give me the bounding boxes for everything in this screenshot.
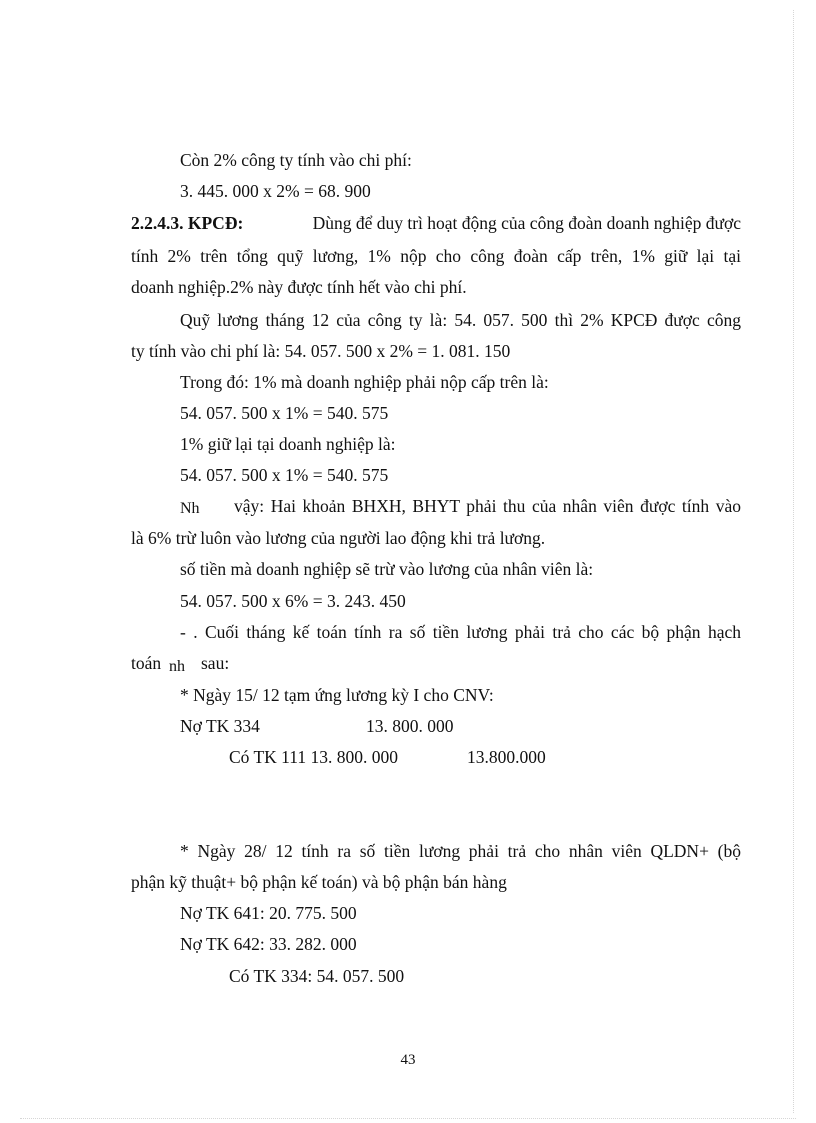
text-line: * Ngày 28/ 12 tính ra số tiền lương phải trả cho nhân viên QLDN+ (bộ xyxy=(180,841,741,861)
ledger-entry-amount: 13. 800. 000 xyxy=(366,716,454,736)
text-line: phận kỹ thuật+ bộ phận kế toán) và bộ phận bán hàng xyxy=(131,872,507,892)
text-line: 3. 445. 000 x 2% = 68. 900 xyxy=(180,181,371,201)
ledger-entry: Có TK 334: 54. 057. 500 xyxy=(229,966,405,986)
page-number: 43 xyxy=(400,1052,416,1068)
text-line: tính 2% trên tổng quỹ lương, 1% nộp cho công đoàn cấp trên, 1% giữ lại tại xyxy=(131,246,741,266)
right-margin-rule xyxy=(793,10,794,1113)
text-fragment: Dùng để duy trì hoạt động của công đoàn doanh nghiệp được xyxy=(312,213,741,233)
section-heading-line xyxy=(131,212,741,234)
text-fragment: nh xyxy=(169,658,185,675)
text-line: 54. 057. 500 x 6% = 3. 243. 450 xyxy=(180,591,406,611)
text-line: * Ngày 15/ 12 tạm ứng lương kỳ I cho CNV: xyxy=(180,685,494,705)
text-line: 54. 057. 500 x 1% = 540. 575 xyxy=(180,403,389,423)
text-line: - . Cuối tháng kế toán tính ra số tiền lương phải trả cho các bộ phận hạch xyxy=(180,622,741,642)
text-line: Quỹ lương tháng 12 của công ty là: 54. 057. 500 thì 2% KPCĐ được công xyxy=(180,310,741,330)
ledger-entry-label: Có TK 111 13. 800. 000 xyxy=(229,747,399,767)
text-line: số tiền mà doanh nghiệp sẽ trừ vào lương của nhân viên là: xyxy=(180,559,594,579)
text-line: là 6% trừ luôn vào lương của người lao động khi trả lương. xyxy=(131,528,546,548)
text-line: doanh nghiệp.2% này được tính hết vào chi phí. xyxy=(131,277,467,297)
ledger-entry: Nợ TK 641: 20. 775. 500 xyxy=(180,903,357,923)
section-heading: 2.2.4.3. KPCĐ: xyxy=(131,213,244,233)
text-line: 54. 057. 500 x 1% = 540. 575 xyxy=(180,465,389,485)
text-line: 1% giữ lại tại doanh nghiệp là: xyxy=(180,434,396,454)
text-line: Trong đó: 1% mà doanh nghiệp phải nộp cấp trên là: xyxy=(180,372,549,392)
text-line: Còn 2% công ty tính vào chi phí: xyxy=(180,150,412,170)
text-line: ty tính vào chi phí là: 54. 057. 500 x 2% = 1. 081. 150 xyxy=(131,341,511,361)
text-fragment: toán xyxy=(131,653,162,673)
text-fragment: sau: xyxy=(201,653,230,673)
text-line: vậy: Hai khoản BHXH, BHYT phải thu của nhân viên được tính vào xyxy=(234,496,741,516)
text-fragment: Nh xyxy=(180,500,200,517)
ledger-entry: Nợ TK 642: 33. 282. 000 xyxy=(180,934,357,954)
ledger-entry-label: Nợ TK 334 xyxy=(180,716,260,736)
ledger-entry-amount: 13.800.000 xyxy=(467,747,546,767)
bottom-margin-rule xyxy=(20,1118,796,1119)
